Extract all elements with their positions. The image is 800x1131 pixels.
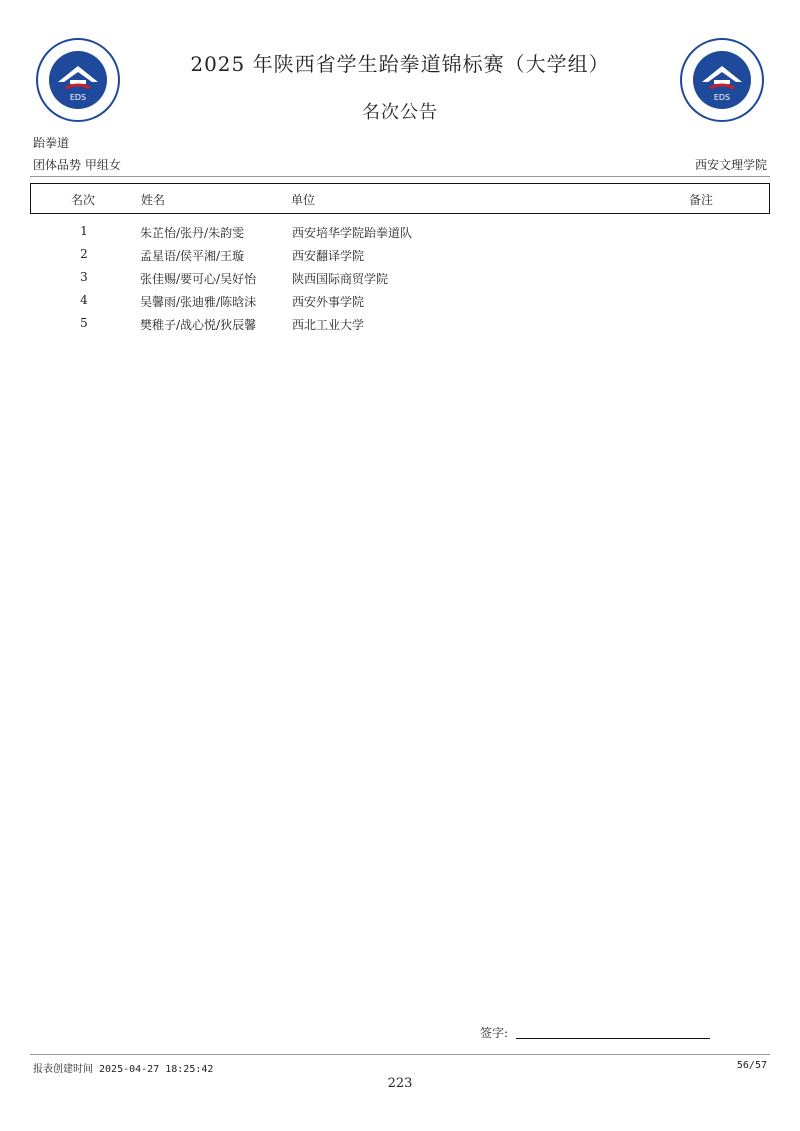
row-unit: 西安外事学院 xyxy=(292,295,365,309)
signature-label: 签字: xyxy=(480,1026,509,1040)
row-rank: 3 xyxy=(80,270,88,284)
top-divider xyxy=(30,176,770,177)
report-created-time: 报表创建时间 2025-04-27 18:25:42 xyxy=(33,1064,214,1075)
event-label: 团体品势 甲组女 xyxy=(33,158,121,172)
row-name: 张佳赐/要可心/吴好怡 xyxy=(140,272,257,286)
bottom-divider xyxy=(30,1054,770,1055)
row-unit: 西北工业大学 xyxy=(292,318,365,332)
table-row xyxy=(30,245,770,268)
row-name: 樊稚子/战心悦/狄辰馨 xyxy=(140,318,257,332)
logo-left-center-text: EDS xyxy=(69,93,87,102)
header-unit: 单位 xyxy=(291,193,316,207)
page-number: 223 xyxy=(387,1076,413,1091)
document-title: 2025 年陕西省学生跆拳道锦标赛（大学组） xyxy=(190,52,610,76)
row-rank: 4 xyxy=(80,293,88,307)
header-note: 备注 xyxy=(689,193,714,207)
signature-line xyxy=(516,1038,710,1039)
row-name: 朱芷怡/张丹/朱韵雯 xyxy=(140,226,245,240)
document-subtitle: 名次公告 xyxy=(362,102,438,123)
row-name: 孟星语/侯平湘/王璇 xyxy=(140,249,245,263)
row-rank: 5 xyxy=(80,316,88,330)
table-row xyxy=(30,268,770,291)
row-unit: 西安翻译学院 xyxy=(292,249,365,263)
page-of-total: 56/57 xyxy=(736,1060,767,1071)
header-name: 姓名 xyxy=(141,193,166,207)
row-unit: 陕西国际商贸学院 xyxy=(292,272,389,286)
sport-label: 跆拳道 xyxy=(33,136,70,150)
row-name: 吴馨雨/张迪雅/陈晗沫 xyxy=(140,295,257,309)
header-rank: 名次 xyxy=(71,193,96,207)
table-row xyxy=(30,222,770,245)
row-rank: 1 xyxy=(80,224,88,238)
table-row xyxy=(30,314,770,337)
organizer-label: 西安文理学院 xyxy=(694,158,767,172)
table-row xyxy=(30,291,770,314)
row-unit: 西安培华学院跆拳道队 xyxy=(292,226,413,240)
logo-right-center-text: EDS xyxy=(713,93,731,102)
table-header xyxy=(30,183,770,214)
row-rank: 2 xyxy=(80,247,88,261)
ranking-table xyxy=(30,222,770,337)
